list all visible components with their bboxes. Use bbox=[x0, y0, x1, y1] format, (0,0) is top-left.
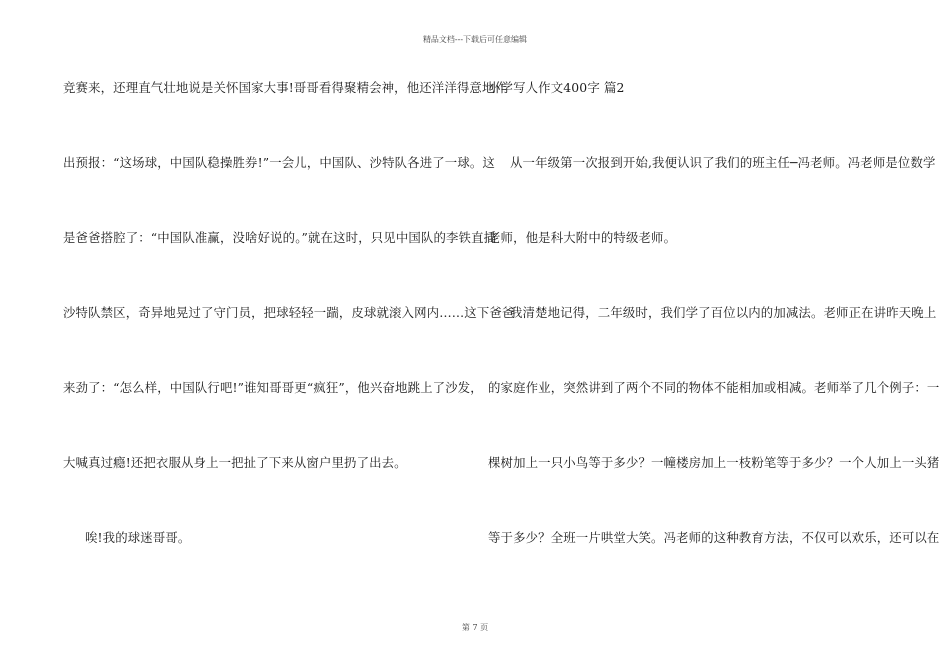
text-line: 是爸爸搭腔了：“中国队准赢，没啥好说的。”就在这时，只见中国队的李铁直插 bbox=[63, 230, 497, 245]
text-line: 出预报：“这场球，中国队稳操胜券!”一会儿，中国队、沙特队各进了一球。这 bbox=[63, 155, 495, 170]
section-heading: 小学写人作文400字 篇2 bbox=[488, 80, 625, 95]
text-line: 我清楚地记得，二年级时，我们学了百位以内的加减法。老师正在讲昨天晚上 bbox=[510, 305, 937, 320]
text-line: 的家庭作业，突然讲到了两个不同的物体不能相加或相减。老师举了几个例子：一 bbox=[488, 380, 940, 395]
text-line: 棵树加上一只小鸟等于多少？一幢楼房加上一枝粉笔等于多少？一个人加上一头猪 bbox=[488, 455, 940, 470]
text-line: 沙特队禁区，奇异地晃过了守门员，把球轻轻一踹，皮球就滚入网内……这下爸爸 bbox=[63, 305, 515, 320]
page-footer: 第 7 页 bbox=[461, 623, 489, 632]
text-line: 大喊真过瘾!还把衣服从身上一把扯了下来从窗户里扔了出去。 bbox=[63, 455, 407, 470]
text-line: 等于多少？全班一片哄堂大笑。冯老师的这种教育方法，不仅可以欢乐，还可以在 bbox=[488, 530, 940, 545]
text-line: 来劲了：“怎么样，中国队行吧!”谁知哥哥更“疯狂”，他兴奋地跳上了沙发， bbox=[63, 380, 483, 395]
text-line: 从一年级第一次报到开始,我便认识了我们的班主任─冯老师。冯老师是位数学 bbox=[510, 155, 936, 170]
text-line: 唉!我的球迷哥哥。 bbox=[85, 530, 191, 545]
page-header: 精品文档---下载后可任意编辑 bbox=[422, 35, 528, 44]
text-line: 竞赛来，还理直气壮地说是关怀国家大事!哥哥看得聚精会神，他还洋洋得意地作 bbox=[63, 80, 508, 95]
text-line: 老师，他是科大附中的特级老师。 bbox=[488, 230, 677, 245]
